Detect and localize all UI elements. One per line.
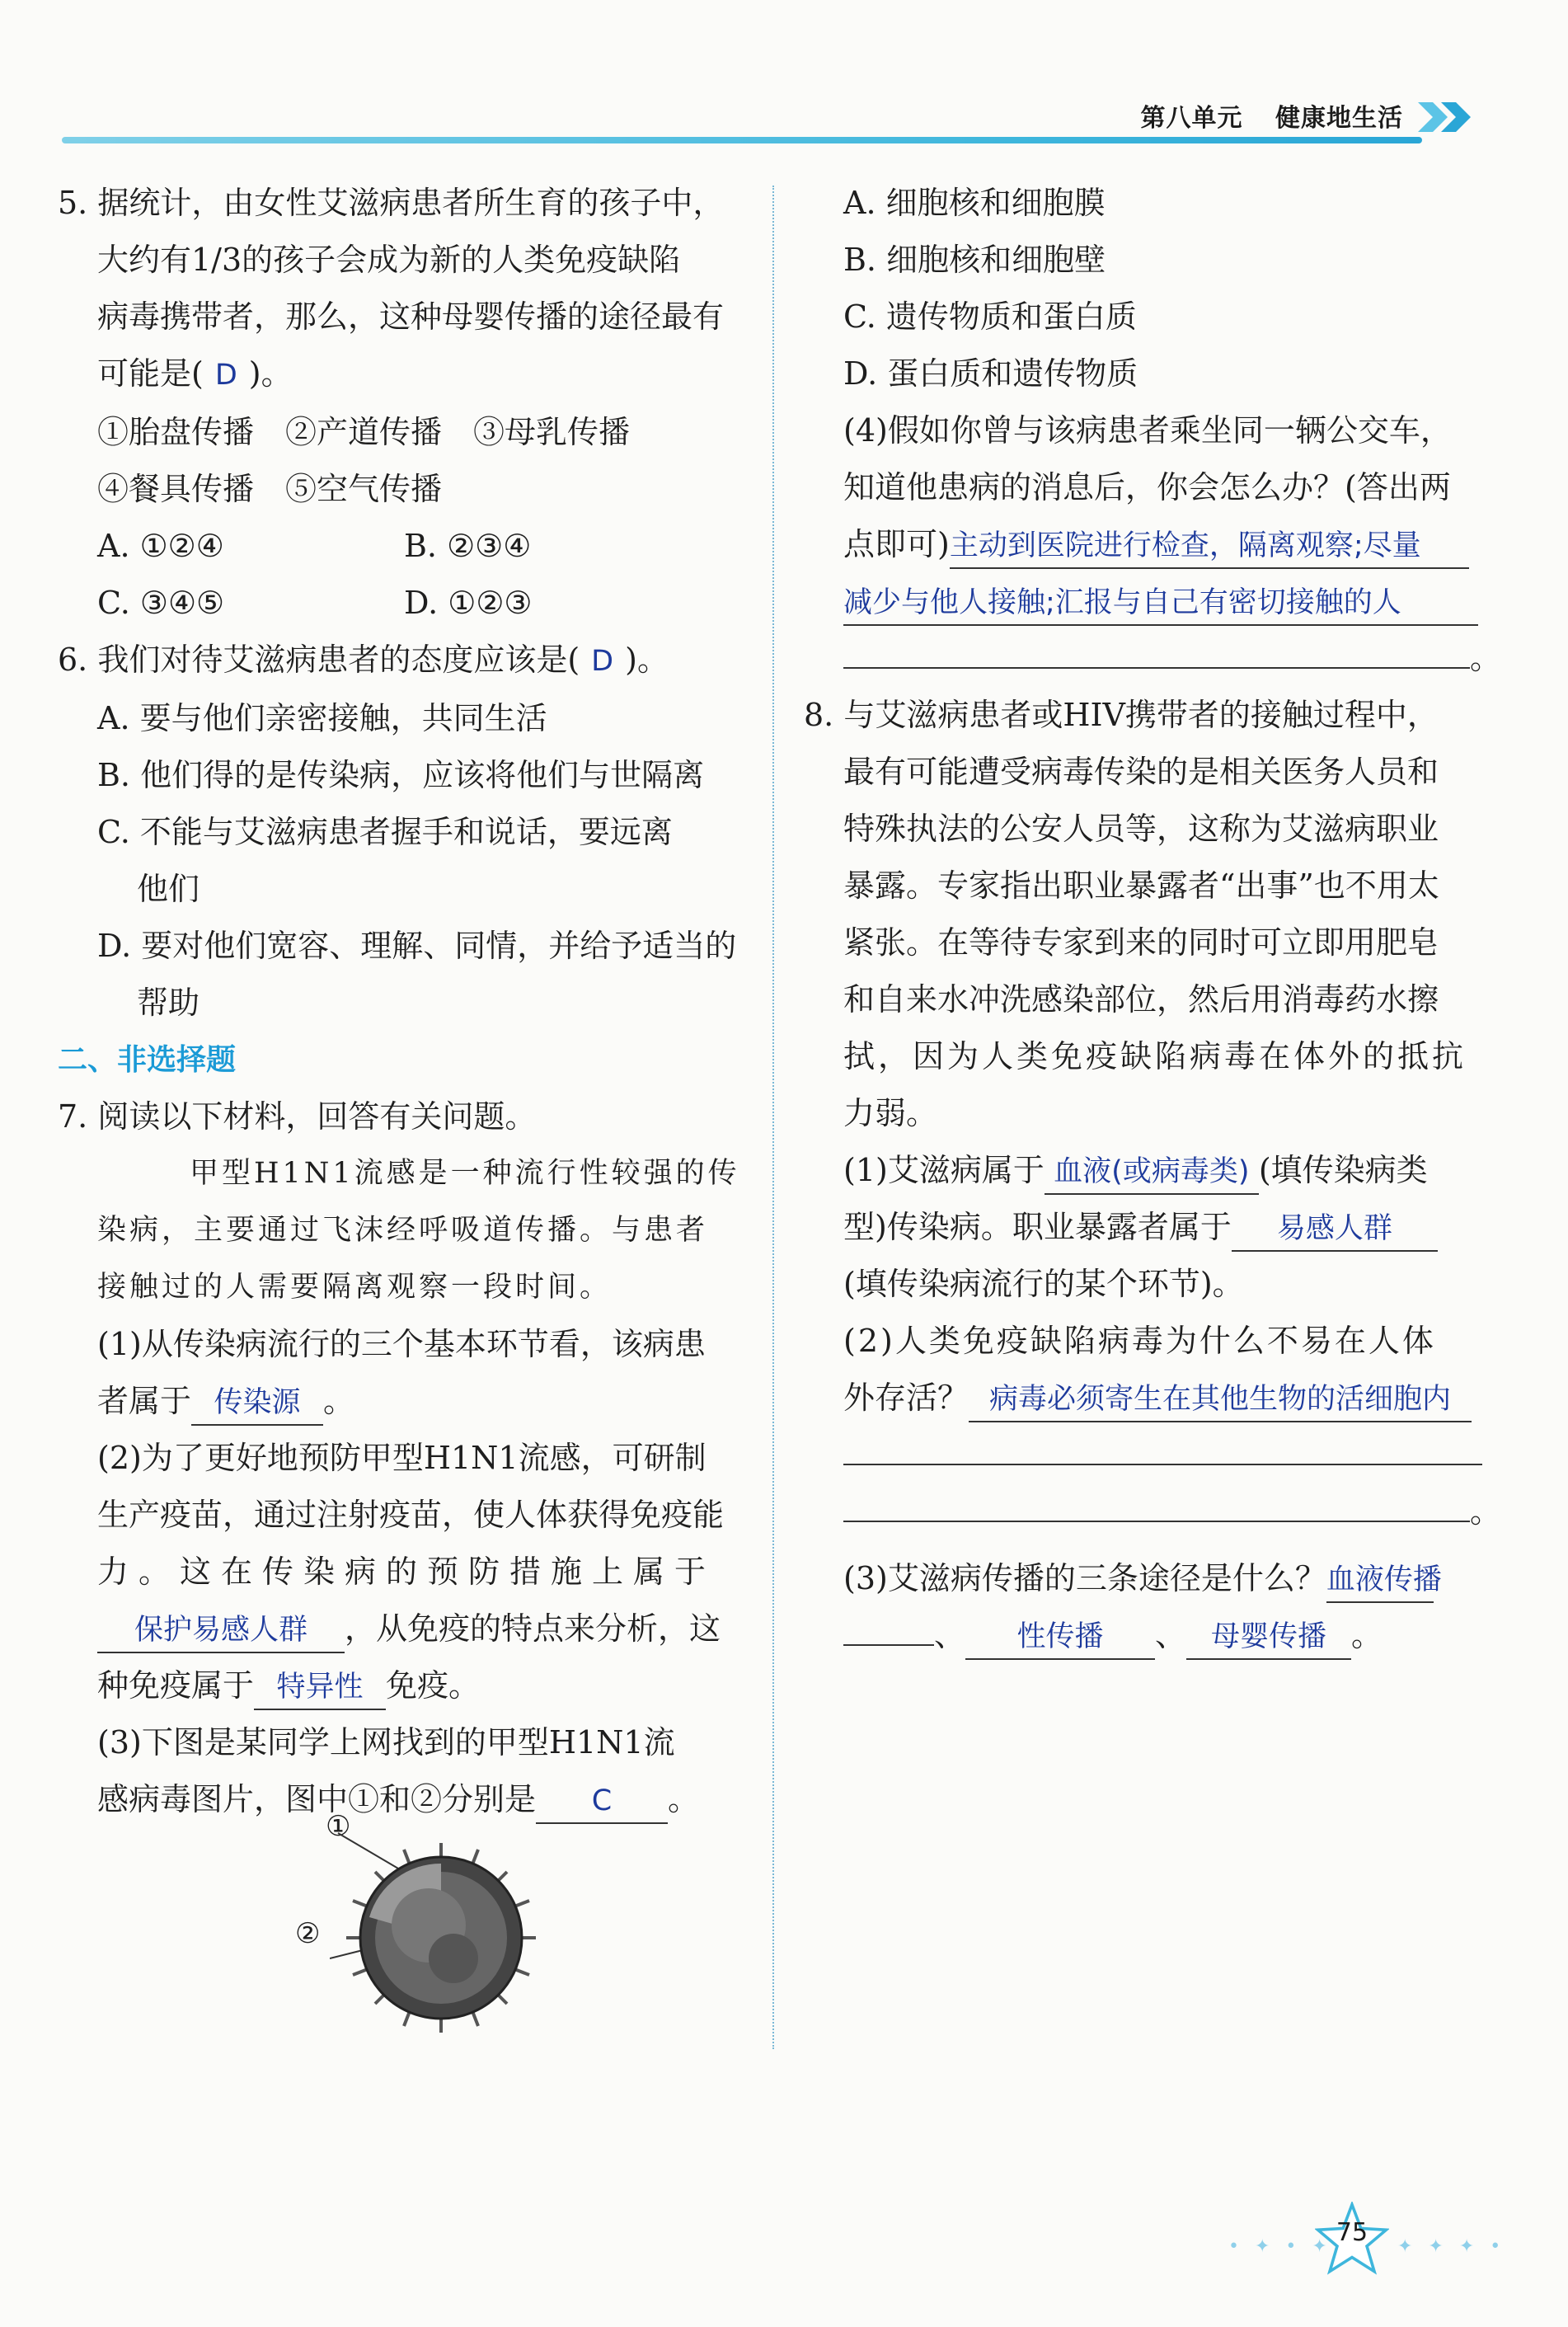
question-6 [58,632,742,1032]
q8-p3-answer1: 血液传播 [1326,1558,1434,1603]
q7-p1-answer-line [58,1373,742,1430]
figure-label-2: ② [295,1917,321,1950]
q8-line: 特殊执法的公安人员等，这称为艾滋病职业 [843,811,1439,847]
separator: 、 [1155,1617,1187,1653]
q7-p4-answer-line [804,573,1496,630]
q7-p2-text: ，从免疫的特点来分析，这 [345,1610,721,1647]
option-a: A. 要与他们亲密接触，共同生活 [97,700,547,736]
q7-p2-answer: 保护易感人群 [97,1609,345,1653]
option-c: C. ③④⑤ [97,585,225,621]
q7-p4-answer: 减少与他人接触;汇报与自己有密切接触的人 [843,581,1478,626]
q8-p1: (填传染病流行的某个环节)。 [843,1266,1244,1302]
q5-options-cd [58,575,742,632]
q7-p2: 力。这在传染病的预防措施上属于 [97,1554,716,1590]
q7-p4: (4)假如你曾与该病患者乘坐同一辆公交车， [843,412,1452,449]
figure-label-1: ① [326,1810,351,1843]
option-b: B. ②③④ [404,528,532,564]
q7-p3-text: 感病毒图片，图中①和②分别是 [97,1781,537,1817]
q5-answer: D [214,359,237,392]
separator: 、 [934,1617,966,1653]
q8-p1-text: (1)艾滋病属于 [843,1152,1045,1188]
q5-stem-end [58,346,742,404]
answer-blank [843,1464,1482,1465]
left-column [58,175,742,1828]
decorative-stars-left: • ✦ • ✦ [1228,2236,1332,2257]
section-heading: 二、非选择题 [58,1043,237,1077]
question-8 [804,687,1502,1664]
q8-p3-text: (3)艾滋病传播的三条途径是什么？ [843,1560,1326,1596]
answer-blank [843,667,1470,669]
q7-p4-answer-line [804,630,1502,687]
q7-p1-answer: 传染源 [191,1381,323,1426]
header-bar [62,137,1422,143]
option-c: C. 遗传物质和蛋白质 [843,299,1137,335]
q8-p2-answer-line [804,1483,1502,1540]
q8-p1-text: (填传染病类 [1258,1152,1428,1188]
q8-line: 拭，因为人类免疫缺陷病毒在体外的抵抗 [843,1038,1467,1074]
unit-label: 第八单元 [1140,104,1243,133]
chevron-right-icon [1418,92,1484,142]
q5-options-ab [58,518,742,575]
q8-p1-answer: 血液(或病毒类) [1045,1150,1259,1195]
q7-p1-end: 。 [323,1383,355,1419]
q8-line: 8. 与艾滋病患者或HIV携带者的接触过程中， [804,697,1439,733]
q8-p1-answer-line [804,1142,1496,1199]
page-header [1141,97,1403,134]
option-c-cont: 他们 [137,871,200,907]
q8-line: 和自来水冲洗感染部位，然后用消毒药水擦 [843,981,1439,1018]
option-a: A. 细胞核和细胞膜 [843,185,1106,221]
q7-p2-answer2: 特异性 [254,1666,386,1710]
option-d: D. ①②③ [404,585,533,621]
q8-p2: (2)人类免疫缺陷病毒为什么不易在人体 [843,1323,1436,1359]
q8-line: 紧张。在等待专家到来的同时可立即用肥皂 [843,924,1439,961]
option-c: C. 不能与艾滋病患者握手和说话，要远离 [97,814,673,850]
q7-p4-text: 点即可) [843,526,950,562]
virus-figure [280,1810,552,2057]
q8-p3-answer3: 母婴传播 [1186,1615,1351,1660]
q7-p2-answer-line [58,1601,742,1657]
q8-p3-answer2: 性传播 [965,1615,1155,1660]
decorative-stars-right: ✦ ✦ ✦ • [1397,2236,1506,2257]
q7-p3: (3)下图是某同学上网找到的甲型H1N1流 [97,1724,675,1761]
q7-material: 接触过的人需要隔离观察一段时间。 [97,1271,613,1304]
q8-p2-end: 。 [1470,1493,1502,1530]
q7-p4: 知道他患病的消息后，你会怎么办？(答出两 [843,469,1451,505]
q8-p2-answer-line [804,1370,1496,1427]
option-d: D. 要对他们宽容、理解、同情，并给予适当的 [97,928,737,964]
q7-p2-answer-line [58,1657,742,1714]
q7-p1-text: 者属于 [97,1383,192,1419]
q8-p3 [804,1550,1496,1607]
q7-p3-end: 。 [668,1781,700,1817]
q7-p4-answer: 主动到医院进行检查，隔离观察;尽量 [950,524,1469,569]
q7-p3-answer: C [536,1779,668,1824]
q7-p2-text: 种免疫属于 [97,1667,255,1704]
q5-items-2: ④餐具传播 ⑤空气传播 [97,471,443,507]
virus-image [330,1826,552,2049]
q8-p3-answer-line [804,1607,1496,1664]
q6-stem [58,632,742,690]
chapter-title: 健康地生活 [1275,104,1403,133]
right-column [804,175,1502,1664]
q7-p1: (1)从传染病流行的三个基本环节看，该病患 [97,1326,706,1362]
answer-blank [843,1521,1470,1522]
q7-p2: 生产疫苗，通过注射疫苗，使人体获得免疫能 [97,1497,725,1533]
answer-blank [843,1644,934,1646]
q7-p2-text: 免疫。 [386,1667,481,1704]
q8-line: 力弱。 [843,1095,938,1131]
column-divider [772,186,774,2049]
q7-material: 染病，主要通过飞沫经呼吸道传播。与患者 [97,1214,709,1247]
q5-stem-text: 可能是( [97,355,204,392]
page-number: 75 [1336,2218,1368,2247]
q8-p2-answer-line [804,1427,1496,1483]
option-b: B. 他们得的是传染病，应该将他们与世隔离 [97,757,705,793]
q5-stem-close: )。 [248,355,293,392]
q8-line: 暴露。专家指出职业暴露者“出事”也不用太 [843,867,1439,904]
q6-stem-close: )。 [625,642,669,678]
q8-p1-text: 型)传染病。职业暴露者属于 [843,1209,1232,1245]
q7-p4-end: 。 [1470,640,1502,676]
option-a: A. ①②④ [97,528,224,564]
q5-line: 病毒携带者，那么，这种母婴传播的途径最有 [97,299,725,335]
q7-p4-answer-line [804,516,1496,573]
q5-line: 5. 据统计，由女性艾滋病患者所生育的孩子中， [58,185,725,221]
q7-material: 甲型H1N1流感是一种流行性较强的传 [190,1157,740,1190]
q7-stem: 7. 阅读以下材料，回答有关问题。 [58,1098,537,1135]
q5-items-1: ①胎盘传播 ②产道传播 ③母乳传播 [97,414,631,450]
q8-line: 最有可能遭受病毒传染的是相关医务人员和 [843,754,1439,790]
q8-p2-text: 外存活？ [843,1380,969,1416]
q7-p2: (2)为了更好地预防甲型H1N1流感，可研制 [97,1440,707,1476]
q8-p2-answer: 病毒必须寄生在其他生物的活细胞内 [969,1378,1472,1422]
question-5 [58,175,742,632]
option-d: D. 蛋白质和遗传物质 [843,355,1138,392]
q8-p1-answer-line [804,1199,1496,1256]
q8-p3-end: 。 [1351,1617,1383,1653]
option-d-cont: 帮助 [137,985,200,1021]
q5-line: 大约有1/3的孩子会成为新的人类免疫缺陷 [97,242,681,278]
q6-stem-text: 6. 我们对待艾滋病患者的态度应该是( [58,642,580,678]
q8-p1-answer2: 易感人群 [1232,1207,1438,1252]
question-7 [58,1088,742,1828]
q6-answer: D [591,645,614,678]
option-b: B. 细胞核和细胞壁 [843,242,1106,278]
